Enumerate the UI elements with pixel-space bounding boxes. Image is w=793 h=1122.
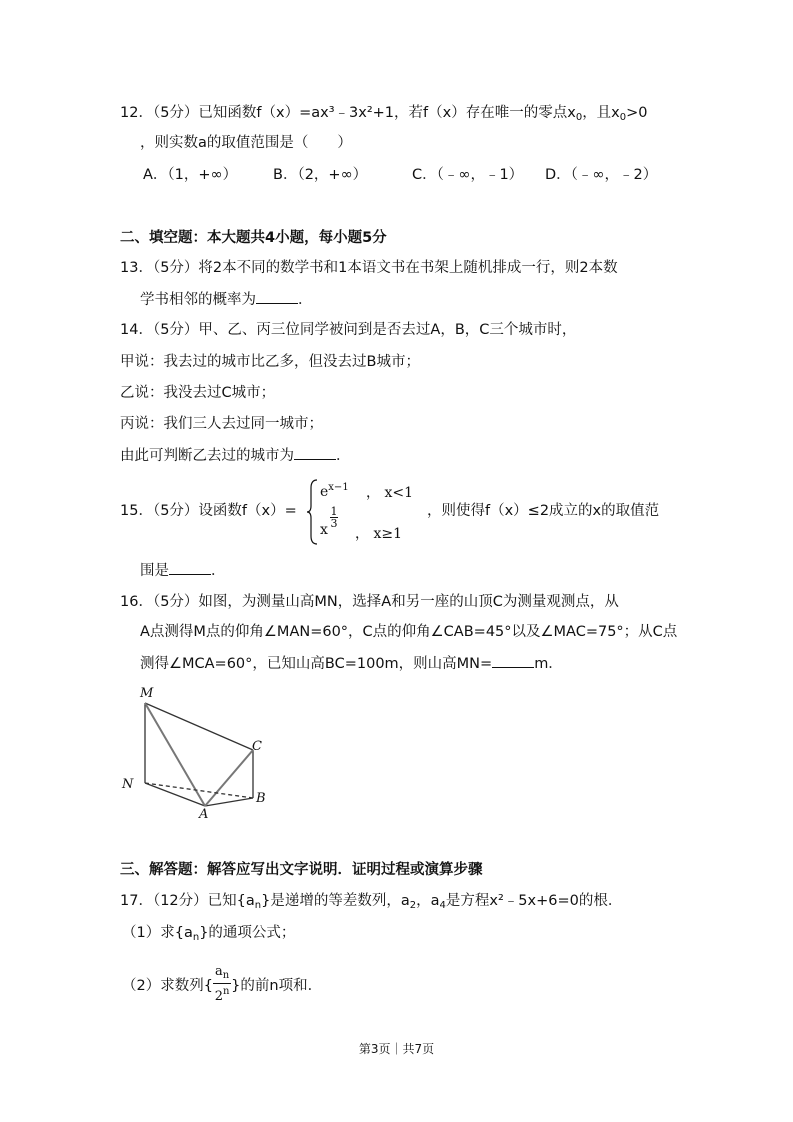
q12-option-b: B．（2，+∞） bbox=[273, 167, 368, 183]
case1-condition: ， x<1 bbox=[366, 485, 413, 501]
case1-expr: $e^{x-1}$ bbox=[320, 482, 349, 500]
q17-part2: （2）求数列{ $\frac{a_n}{2^n}$ }的前n项和． bbox=[122, 964, 323, 1004]
section-2-heading: 二、填空题：本大题共4小题，每小题5分 bbox=[120, 230, 387, 246]
document-page: 12．（5分）已知函数f（x）=ax³﹣3x²+1，若f（x）存在唯一的零点$x_0$，且$x_0>0$ ，则实数a的取值范围是（ ） A．（1，+∞） B．（2，+∞） C．（﹣∞，﹣1） D．（﹣∞，﹣2） 二、填空题：本大题共4小题，每小题5分 13．（5分）将2本不同的数学书和1本语文书在书架上随机排成一行，则2本数 学书相邻的概率为 ． 14．（5分）甲、乙、丙三位同学被问到是否去过A，B，C三个城市时， 甲说：我去过的城市比乙多，但没去过B城市； 乙说：我没去过C城市； 丙说：我们三人去过同一城市； 由此可判断乙去过的城市为 ． 15．（5分）设函数f（x）= $e^{x-1}$ ， x<1 x 1 3 ， x≥1 ，则使得f（x）≤2成立的x的取值范 围是 ． 16．（5分）如图，为测量山高MN，选择A和另一座的山顶C为测量观测点，从 A点测得M点的仰角∠MAN=60°，C点的仰角∠CAB=45°以及∠MAC=75°；从C点 测得∠MCA=60°，已知山高BC=100m，则山高MN= m． M N A B C 三、解答题：解答应写出文字说明．证明过程或演算步骤 17．（12分）已知$\{a_n\}$是递增的等差数列，$a_2$，$a_4$是方程x²﹣5x+6=0的根． （1）求$\{a_n\}$的通项公式； （2）求数列{ $\frac{a_n}{2^n}$ }的前n项和． 第3页｜共7页 bbox=[0, 0, 793, 1122]
mountain-figure bbox=[110, 680, 280, 820]
page-footer: 第3页｜共7页 bbox=[358, 1042, 435, 1056]
answer-blank bbox=[294, 445, 336, 460]
answer-blank bbox=[492, 653, 534, 668]
fraction: $\frac{a_n}{2^n}$ bbox=[214, 964, 230, 1004]
section-3-heading: 三、解答题：解答应写出文字说明．证明过程或演算步骤 bbox=[120, 862, 483, 878]
edge-na bbox=[145, 783, 205, 806]
label-n: N bbox=[122, 777, 134, 792]
q17-line1: 17．（12分）已知$\{a_n\}$是递增的等差数列，$a_2$，$a_4$是方程x²﹣5x+6=0的根． bbox=[120, 893, 623, 911]
q15-line2: 围是 ． bbox=[140, 560, 226, 581]
q13-line1: 13．（5分）将2本不同的数学书和1本语文书在书架上随机排成一行，则2本数 bbox=[120, 260, 618, 276]
label-a: A bbox=[199, 807, 209, 820]
q17-part1: （1）求$\{a_n\}$的通项公式； bbox=[122, 925, 296, 943]
answer-blank bbox=[256, 289, 298, 304]
edge-ab bbox=[205, 798, 253, 806]
case2-condition: ， x≥1 bbox=[355, 526, 402, 542]
edge-mc bbox=[145, 703, 253, 750]
q14-line5: 由此可判断乙去过的城市为 ． bbox=[120, 445, 351, 466]
q14-line3: 乙说：我没去过C城市； bbox=[120, 385, 276, 401]
label-b: B bbox=[256, 791, 266, 806]
q16-line1: 16．（5分）如图，为测量山高MN，选择A和另一座的山顶C为测量观测点，从 bbox=[120, 594, 619, 610]
q12-option-c: C．（﹣∞，﹣1） bbox=[412, 167, 524, 183]
q12-option-a: A．（1，+∞） bbox=[143, 167, 238, 183]
q15-line1b: ，则使得f（x）≤2成立的x的取值范 bbox=[427, 503, 660, 519]
q16-line2: A点测得M点的仰角∠MAN=60°，C点的仰角∠CAB=45°以及∠MAC=75°；从C点 bbox=[140, 624, 678, 640]
q12-line2: ，则实数a的取值范围是（ ） bbox=[140, 135, 352, 151]
q12-line1: 12．（5分）已知函数f（x）=ax³﹣3x²+1，若f（x）存在唯一的零点$x_0$，且$x_0>0$ bbox=[120, 105, 648, 123]
label-c: C bbox=[252, 739, 262, 754]
q13-line2: 学书相邻的概率为 ． bbox=[140, 289, 313, 310]
q14-line4: 丙说：我们三人去过同一城市； bbox=[120, 416, 323, 432]
q16-line3: 测得∠MCA=60°，已知山高BC=100m，则山高MN= m． bbox=[140, 653, 563, 674]
brace-icon bbox=[305, 478, 319, 546]
q14-line1: 14．（5分）甲、乙、丙三位同学被问到是否去过A，B，C三个城市时， bbox=[120, 322, 577, 338]
q14-line2: 甲说：我去过的城市比乙多，但没去过B城市； bbox=[120, 354, 420, 370]
q12-option-d: D．（﹣∞，﹣2） bbox=[545, 167, 658, 183]
label-m: M bbox=[140, 686, 154, 701]
q15-line1a: 15．（5分）设函数f（x）= bbox=[120, 503, 297, 519]
answer-blank bbox=[169, 560, 211, 575]
